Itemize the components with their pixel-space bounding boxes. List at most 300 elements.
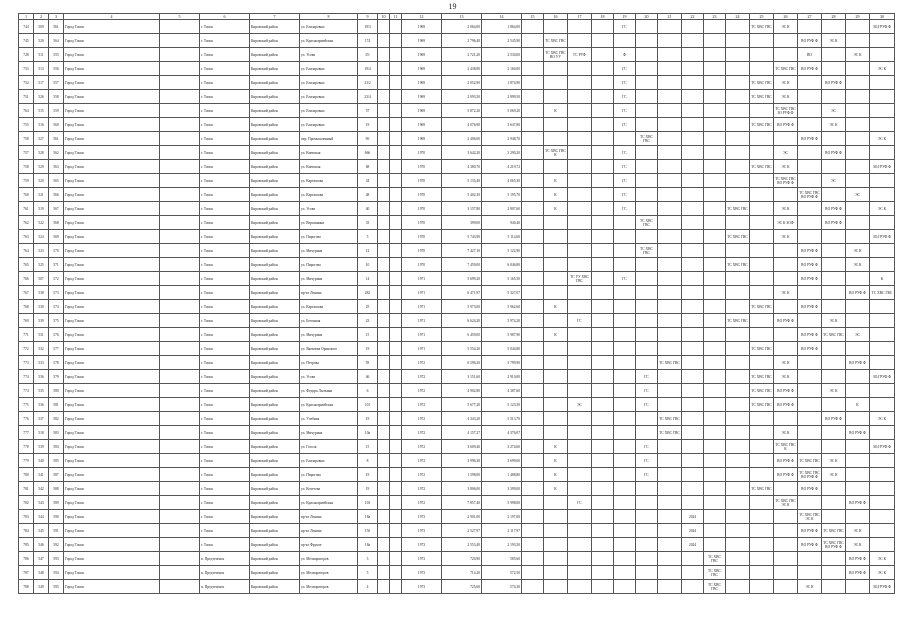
table-cell: [750, 132, 774, 146]
table-cell: [160, 468, 200, 482]
table-cell: [658, 202, 682, 216]
table-cell: [726, 90, 750, 104]
column-header: 14: [482, 14, 522, 20]
table-cell: 1973: [402, 538, 442, 552]
table-cell: ТС ХВС ГВС: [750, 76, 774, 90]
table-cell: [750, 244, 774, 258]
table-cell: 584: [49, 440, 64, 454]
table-cell: 5 123,50: [482, 398, 522, 412]
table-cell: Город Томск: [64, 342, 160, 356]
table-cell: [636, 258, 658, 272]
table-cell: Кировский район: [250, 272, 300, 286]
table-cell: ЭС: [846, 188, 870, 202]
table-cell: [544, 160, 568, 174]
table-cell: [798, 384, 822, 398]
table-cell: [160, 370, 200, 384]
table-cell: 549: [34, 580, 49, 594]
table-cell: 4 219,72: [482, 160, 522, 174]
table-cell: 788: [19, 580, 34, 594]
table-cell: [636, 20, 658, 34]
table-cell: ЭС: [822, 174, 846, 188]
table-cell: [870, 398, 895, 412]
table-cell: [798, 440, 822, 454]
table-cell: 563: [49, 160, 64, 174]
table-cell: ГС РУФ: [568, 48, 592, 62]
table-cell: 10: [358, 258, 378, 272]
table-cell: 5 135,40: [442, 174, 482, 188]
table-cell: ТС ХВС ГВС: [750, 482, 774, 496]
table-cell: ГС: [636, 454, 658, 468]
table-cell: [636, 104, 658, 118]
table-cell: [822, 62, 846, 76]
table-cell: [704, 482, 726, 496]
table-cell: ГС: [636, 468, 658, 482]
table-cell: 2 948,70: [482, 132, 522, 146]
table-cell: 1971: [402, 272, 442, 286]
table-cell: 1972: [402, 370, 442, 384]
table-cell: 5 513,70: [482, 412, 522, 426]
table-cell: ул. Мичурина: [300, 272, 358, 286]
table-cell: 1970: [402, 258, 442, 272]
table-cell: [592, 552, 614, 566]
table-cell: [704, 160, 726, 174]
table-cell: Город Томск: [64, 440, 160, 454]
table-cell: 2 438,00: [442, 62, 482, 76]
table-cell: [378, 440, 390, 454]
table-cell: [774, 132, 798, 146]
table-cell: ЭС К: [822, 468, 846, 482]
column-header: 1: [19, 14, 34, 20]
table-cell: [658, 34, 682, 48]
table-cell: [682, 356, 704, 370]
table-row: [19, 440, 895, 454]
table-cell: 766: [19, 272, 34, 286]
table-cell: [522, 188, 544, 202]
table-cell: [750, 538, 774, 552]
table-cell: ГС: [614, 146, 636, 160]
table-cell: 2 530,00: [482, 48, 522, 62]
table-cell: ГС: [614, 188, 636, 202]
table-cell: ВО: [798, 48, 822, 62]
table-cell: ВО РУФ Ф: [846, 566, 870, 580]
table-cell: 560: [49, 118, 64, 132]
table-cell: 777: [19, 426, 34, 440]
table-cell: [682, 426, 704, 440]
table-cell: 1 598,00: [442, 468, 482, 482]
table-cell: [822, 300, 846, 314]
table-cell: [568, 286, 592, 300]
table-cell: [774, 244, 798, 258]
table-cell: 579: [49, 370, 64, 384]
table-cell: ТС ХВС ГВС: [750, 342, 774, 356]
table-cell: [522, 482, 544, 496]
table-cell: ул. Елизаровых: [300, 104, 358, 118]
table-cell: [798, 20, 822, 34]
table-cell: 7 427,10: [442, 244, 482, 258]
table-cell: [614, 468, 636, 482]
table-cell: [592, 62, 614, 76]
table-cell: Кировский район: [250, 524, 300, 538]
table-cell: [378, 118, 390, 132]
table-cell: 539: [34, 440, 49, 454]
table-cell: ЭС К: [774, 202, 798, 216]
table-cell: 2024: [682, 524, 704, 538]
table-cell: 762: [19, 216, 34, 230]
table-cell: 2 553,40: [442, 538, 482, 552]
table-cell: ТС ХВС ГВС: [658, 412, 682, 426]
table-cell: [658, 454, 682, 468]
table-cell: 18а: [358, 510, 378, 524]
table-cell: г. Томск: [200, 356, 250, 370]
table-cell: ТС ХВС ГВС К: [544, 146, 568, 160]
table-cell: [390, 538, 402, 552]
table-cell: ВО РУФ Ф: [798, 328, 822, 342]
table-cell: 4 065,30: [482, 174, 522, 188]
table-cell: 540: [34, 454, 49, 468]
table-cell: [704, 510, 726, 524]
table-cell: ЭС: [568, 398, 592, 412]
table-cell: 574: [49, 300, 64, 314]
table-cell: [726, 300, 750, 314]
table-cell: ЭС К: [870, 412, 895, 426]
table-cell: 539: [34, 314, 49, 328]
table-cell: ГС: [568, 496, 592, 510]
table-cell: [522, 244, 544, 258]
table-cell: 23/4: [358, 90, 378, 104]
table-cell: 5 677,20: [442, 398, 482, 412]
table-cell: Кировский район: [250, 510, 300, 524]
table-cell: [636, 496, 658, 510]
table-cell: [522, 230, 544, 244]
table-cell: [822, 566, 846, 580]
table-cell: [682, 34, 704, 48]
table-cell: 5 699,20: [442, 272, 482, 286]
table-cell: [750, 440, 774, 454]
table-row: [19, 272, 895, 286]
table-cell: 783: [19, 510, 34, 524]
table-cell: Город Томск: [64, 160, 160, 174]
table-cell: К: [544, 440, 568, 454]
table-cell: 3 151,60: [442, 370, 482, 384]
table-cell: [774, 412, 798, 426]
table-cell: [390, 342, 402, 356]
table-cell: [378, 20, 390, 34]
table-cell: [160, 244, 200, 258]
table-cell: [726, 244, 750, 258]
table-cell: г. Томск: [200, 258, 250, 272]
table-cell: Ф: [614, 48, 636, 62]
table-cell: 568: [49, 216, 64, 230]
table-row: [19, 286, 895, 300]
table-cell: 5 799,90: [482, 356, 522, 370]
table-cell: 767: [19, 286, 34, 300]
table-cell: [522, 370, 544, 384]
table-cell: [636, 188, 658, 202]
table-cell: Кировский район: [250, 62, 300, 76]
table-cell: [592, 580, 614, 594]
table-cell: ЭС К: [774, 356, 798, 370]
table-cell: 1969: [402, 104, 442, 118]
table-cell: г. Томск: [200, 454, 250, 468]
table-cell: [522, 174, 544, 188]
column-header: 13: [442, 14, 482, 20]
table-cell: 744: [19, 20, 34, 34]
table-row: [19, 538, 895, 552]
table-cell: 781: [19, 482, 34, 496]
table-cell: [522, 412, 544, 426]
table-cell: [522, 272, 544, 286]
table-cell: [522, 48, 544, 62]
table-cell: [544, 216, 568, 230]
table-cell: [870, 524, 895, 538]
table-cell: 5 743,90: [442, 230, 482, 244]
table-cell: 515: [34, 104, 49, 118]
table-cell: [568, 566, 592, 580]
table-cell: 2 807,60: [482, 202, 522, 216]
table-cell: ЗО,ГРУФ Ф: [870, 230, 895, 244]
table-cell: ул. Красноармейская: [300, 398, 358, 412]
table-cell: ТС ХВС ГВС: [750, 20, 774, 34]
table-cell: 581: [49, 398, 64, 412]
table-cell: [822, 20, 846, 34]
table-cell: ТС ХВС ГВС: [822, 524, 846, 538]
table-cell: Кировский район: [250, 300, 300, 314]
table-cell: Кировский район: [250, 496, 300, 510]
column-header: 22: [682, 14, 704, 20]
table-cell: [614, 552, 636, 566]
table-cell: 1971: [402, 328, 442, 342]
table-cell: [750, 524, 774, 538]
table-cell: [544, 258, 568, 272]
table-cell: [798, 286, 822, 300]
table-cell: [658, 580, 682, 594]
table-cell: [390, 104, 402, 118]
table-cell: 1970: [402, 202, 442, 216]
table-cell: [774, 342, 798, 356]
table-row: [19, 174, 895, 188]
table-cell: [614, 216, 636, 230]
table-cell: [846, 62, 870, 76]
table-row: [19, 566, 895, 580]
table-row: [19, 160, 895, 174]
table-cell: ТС ХВС ГВС: [798, 454, 822, 468]
table-cell: ЭС К: [870, 62, 895, 76]
table-cell: 589: [49, 496, 64, 510]
table-cell: Кировский район: [250, 118, 300, 132]
table-cell: 517: [34, 76, 49, 90]
table-cell: 4 376,07: [482, 426, 522, 440]
table-cell: Город Томск: [64, 62, 160, 76]
table-cell: [726, 454, 750, 468]
table-cell: [704, 20, 726, 34]
table-cell: [614, 510, 636, 524]
table-cell: [390, 454, 402, 468]
table-cell: [592, 468, 614, 482]
table-cell: [726, 160, 750, 174]
table-cell: [682, 496, 704, 510]
table-cell: [378, 566, 390, 580]
table-cell: 755: [19, 118, 34, 132]
table-cell: 5 973,00: [442, 300, 482, 314]
table-cell: [378, 300, 390, 314]
table-cell: 5 195,70: [482, 188, 522, 202]
table-cell: [522, 286, 544, 300]
table-cell: [658, 314, 682, 328]
table-cell: 545: [34, 524, 49, 538]
table-cell: [592, 454, 614, 468]
table-cell: 786: [19, 552, 34, 566]
table-cell: ТС ХВС ГВС: [704, 552, 726, 566]
table-cell: [846, 216, 870, 230]
table-cell: 3 399,00: [482, 482, 522, 496]
table-cell: 5 402,30: [442, 188, 482, 202]
table-cell: [522, 580, 544, 594]
table-cell: [726, 412, 750, 426]
table-cell: Кировский район: [250, 244, 300, 258]
table-cell: 775: [19, 398, 34, 412]
table-cell: ТС ХВС ГВС ЭС К: [798, 510, 822, 524]
table-cell: [870, 76, 895, 90]
table-cell: [774, 328, 798, 342]
table-cell: [704, 62, 726, 76]
table-cell: Кировский район: [250, 314, 300, 328]
table-cell: ул. Мичурина: [300, 244, 358, 258]
table-cell: Город Томск: [64, 370, 160, 384]
table-cell: [390, 328, 402, 342]
table-cell: [390, 286, 402, 300]
table-cell: [658, 76, 682, 90]
table-cell: [522, 90, 544, 104]
table-cell: ГС: [614, 118, 636, 132]
table-cell: 1972: [402, 440, 442, 454]
table-cell: [390, 412, 402, 426]
table-cell: г. Томск: [200, 230, 250, 244]
table-cell: Город Томск: [64, 454, 160, 468]
table-cell: [592, 20, 614, 34]
table-cell: [522, 510, 544, 524]
table-cell: [846, 412, 870, 426]
table-cell: г. Томск: [200, 216, 250, 230]
table-cell: ТС ХВС ГВС: [658, 426, 682, 440]
table-cell: [522, 202, 544, 216]
column-header: 20: [636, 14, 658, 20]
table-cell: 1969: [402, 90, 442, 104]
column-header: 9: [358, 14, 378, 20]
table-cell: ЭС К: [774, 160, 798, 174]
table-cell: [726, 440, 750, 454]
table-cell: [726, 76, 750, 90]
table-cell: [636, 286, 658, 300]
table-cell: [822, 398, 846, 412]
table-cell: [822, 482, 846, 496]
table-cell: 507: [34, 272, 49, 286]
table-cell: [636, 356, 658, 370]
table-cell: г. Томск: [200, 244, 250, 258]
table-cell: [846, 76, 870, 90]
table-cell: Город Томск: [64, 132, 160, 146]
table-cell: [636, 202, 658, 216]
table-cell: [682, 216, 704, 230]
table-cell: 575: [49, 314, 64, 328]
table-cell: 2 910,00: [482, 370, 522, 384]
table-cell: ул. Петрова: [300, 356, 358, 370]
table-cell: К: [544, 482, 568, 496]
table-cell: [160, 412, 200, 426]
table-cell: 772: [19, 342, 34, 356]
table-cell: [726, 496, 750, 510]
table-cell: [592, 524, 614, 538]
table-cell: [568, 580, 592, 594]
table-cell: [378, 244, 390, 258]
table-cell: 768: [19, 300, 34, 314]
table-cell: 564: [49, 34, 64, 48]
table-cell: ул. Киевская: [300, 146, 358, 160]
table-cell: [750, 188, 774, 202]
table-cell: К: [544, 454, 568, 468]
table-cell: [682, 62, 704, 76]
table-cell: [682, 342, 704, 356]
table-cell: [592, 440, 614, 454]
table-cell: Город Томск: [64, 258, 160, 272]
table-cell: 577: [49, 342, 64, 356]
table-cell: [390, 370, 402, 384]
table-cell: [544, 538, 568, 552]
column-header: 12: [402, 14, 442, 20]
table-cell: [750, 146, 774, 160]
table-cell: ЭС К: [870, 566, 895, 580]
table-cell: пр-кт Ленина: [300, 286, 358, 300]
column-header: 23: [704, 14, 726, 20]
table-cell: [614, 342, 636, 356]
table-cell: [568, 552, 592, 566]
table-cell: 524: [34, 230, 49, 244]
table-cell: 773: [19, 356, 34, 370]
table-cell: [682, 566, 704, 580]
table-cell: [846, 104, 870, 118]
table-cell: [522, 104, 544, 118]
table-cell: [726, 552, 750, 566]
table-cell: ЭС К: [846, 244, 870, 258]
table-cell: [614, 356, 636, 370]
table-cell: [726, 356, 750, 370]
table-cell: [822, 370, 846, 384]
table-cell: [658, 230, 682, 244]
table-cell: 1 488,80: [482, 468, 522, 482]
table-cell: г. Томск: [200, 314, 250, 328]
table-cell: 2024: [682, 510, 704, 524]
table-cell: ТС ХВС ГВС: [658, 356, 682, 370]
table-cell: 1972: [402, 412, 442, 426]
table-cell: [658, 482, 682, 496]
table-cell: ЗО,ГРУФ Ф: [870, 20, 895, 34]
table-cell: [160, 188, 200, 202]
table-cell: Кировский район: [250, 580, 300, 594]
table-cell: [750, 510, 774, 524]
table-cell: [390, 440, 402, 454]
table-cell: [378, 160, 390, 174]
table-cell: 3 699,00: [482, 454, 522, 468]
table-cell: 4 387,60: [482, 384, 522, 398]
table-cell: [726, 188, 750, 202]
table-cell: Кировский район: [250, 216, 300, 230]
table-cell: [774, 272, 798, 286]
table-cell: [682, 188, 704, 202]
table-cell: [378, 314, 390, 328]
table-cell: 526: [34, 90, 49, 104]
table-cell: [822, 496, 846, 510]
table-cell: [568, 510, 592, 524]
table-cell: [704, 524, 726, 538]
